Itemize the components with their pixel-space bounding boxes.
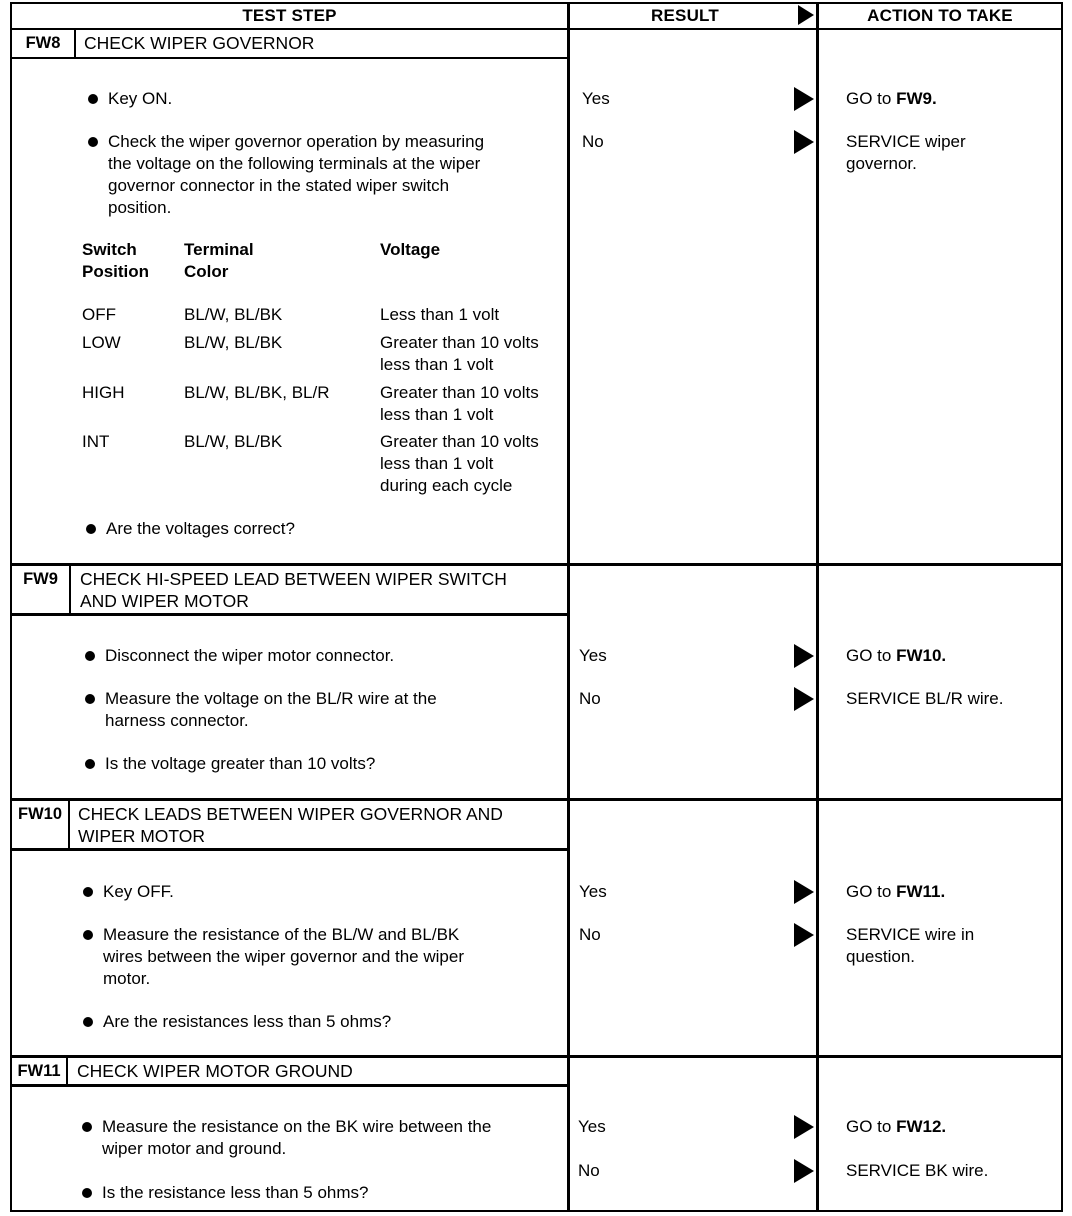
step-instruction: Key OFF.: [103, 882, 174, 901]
bullet-icon: [85, 759, 95, 769]
arrow-right-icon: [794, 687, 814, 711]
action-yes: GO to FW10.: [846, 646, 947, 665]
table-cell: BL/W, BL/BK: [184, 333, 283, 352]
result-no: No: [579, 925, 601, 944]
table-cell: BL/W, BL/BK, BL/R: [184, 383, 330, 402]
step-question: Are the voltages correct?: [106, 519, 295, 538]
action-no: SERVICE BK wire.: [846, 1161, 989, 1180]
step-instruction: Disconnect the wiper motor connector.: [105, 646, 395, 665]
bullet-icon: [82, 1122, 92, 1132]
header-arrow-icon: [798, 5, 814, 25]
step-title-underline: [10, 613, 568, 616]
table-cell: Greater than 10 volts less than 1 volt during each cycle: [380, 432, 539, 495]
action-yes: GO to FW9.: [846, 89, 937, 108]
result-column-divider: [567, 2, 570, 1212]
table-cell: Greater than 10 volts less than 1 volt: [380, 383, 539, 424]
bullet-icon: [85, 651, 95, 661]
step-instruction: Check the wiper governor operation by measuring the voltage on the following terminals at the wiper governor connector in the stated wiper switch position.: [108, 132, 485, 217]
table-cell: Less than 1 volt: [380, 305, 500, 324]
step-title-underline: [10, 57, 568, 59]
table-cell: Greater than 10 volts less than 1 volt: [380, 333, 539, 374]
table-cell: LOW: [82, 333, 121, 352]
step-instruction: Measure the voltage on the BL/R wire at the harness connector.: [105, 689, 437, 730]
step-id: FW11: [17, 1062, 61, 1080]
step-id-divider: [66, 1058, 68, 1085]
bullet-icon: [82, 1188, 92, 1198]
action-yes: GO to FW12.: [846, 1117, 947, 1136]
bullet-icon: [83, 887, 93, 897]
step-divider: [10, 1055, 1062, 1058]
header-test-step: TEST STEP: [242, 6, 337, 25]
table-cell: INT: [82, 432, 110, 451]
step-id: FW9: [23, 570, 58, 588]
arrow-right-icon: [794, 880, 814, 904]
step-title: CHECK HI-SPEED LEAD BETWEEN WIPER SWITCH AND WIPER MOTOR: [80, 569, 507, 611]
result-yes: Yes: [582, 89, 610, 108]
header-divider: [10, 28, 1062, 30]
step-title: CHECK WIPER GOVERNOR: [84, 33, 315, 53]
step-divider: [10, 563, 1062, 566]
result-no: No: [578, 1161, 600, 1180]
table-bottom-border: [10, 1210, 1062, 1212]
arrow-right-icon: [794, 1159, 814, 1183]
step-instruction: Key ON.: [108, 89, 173, 108]
result-no: No: [582, 132, 604, 151]
bullet-icon: [83, 930, 93, 940]
result-yes: Yes: [579, 646, 607, 665]
action-column-divider: [816, 2, 819, 1212]
step-instruction: Measure the resistance on the BK wire between the wiper motor and ground.: [102, 1117, 492, 1158]
arrow-right-icon: [794, 923, 814, 947]
step-title-underline: [10, 1084, 568, 1087]
step-id-divider: [68, 801, 70, 849]
bullet-icon: [88, 137, 98, 147]
step-id: FW10: [17, 805, 62, 823]
result-yes: Yes: [578, 1117, 606, 1136]
step-id: FW8: [25, 34, 61, 52]
step-id-divider: [74, 30, 76, 57]
table-cell: BL/W, BL/BK: [184, 305, 283, 324]
table-header-voltage: Voltage: [380, 240, 441, 259]
action-no: SERVICE BL/R wire.: [846, 689, 1004, 708]
table-header-switch: Switch Position: [82, 240, 150, 281]
header-result: RESULT: [651, 6, 719, 25]
bullet-icon: [86, 524, 96, 534]
step-question: Is the resistance less than 5 ohms?: [102, 1183, 369, 1202]
arrow-right-icon: [794, 87, 814, 111]
arrow-right-icon: [794, 644, 814, 668]
step-title: CHECK WIPER MOTOR GROUND: [77, 1061, 353, 1081]
header-action: ACTION TO TAKE: [867, 6, 1013, 25]
bullet-icon: [88, 94, 98, 104]
step-divider: [10, 798, 1062, 801]
table-right-border: [1061, 2, 1063, 1212]
bullet-icon: [85, 694, 95, 704]
step-question: Is the voltage greater than 10 volts?: [105, 754, 376, 773]
arrow-right-icon: [794, 130, 814, 154]
step-title-underline: [10, 848, 568, 851]
step-question: Are the resistances less than 5 ohms?: [103, 1012, 392, 1031]
table-header-terminal: Terminal Color: [184, 240, 254, 281]
step-instruction: Measure the resistance of the BL/W and BL/BK wires between the wiper governor and the wiper motor.: [103, 925, 464, 988]
table-cell: OFF: [82, 305, 116, 324]
table-left-border: [10, 2, 12, 1212]
table-cell: HIGH: [82, 383, 125, 402]
action-no: SERVICE wiper governor.: [846, 132, 966, 173]
action-no: SERVICE wire in question.: [846, 925, 975, 966]
table-cell: BL/W, BL/BK: [184, 432, 283, 451]
step-title: CHECK LEADS BETWEEN WIPER GOVERNOR AND WIPER MOTOR: [78, 804, 503, 846]
arrow-right-icon: [794, 1115, 814, 1139]
action-yes: GO to FW11.: [846, 882, 946, 901]
step-id-divider: [69, 566, 71, 614]
result-no: No: [579, 689, 601, 708]
bullet-icon: [83, 1017, 93, 1027]
result-yes: Yes: [579, 882, 607, 901]
